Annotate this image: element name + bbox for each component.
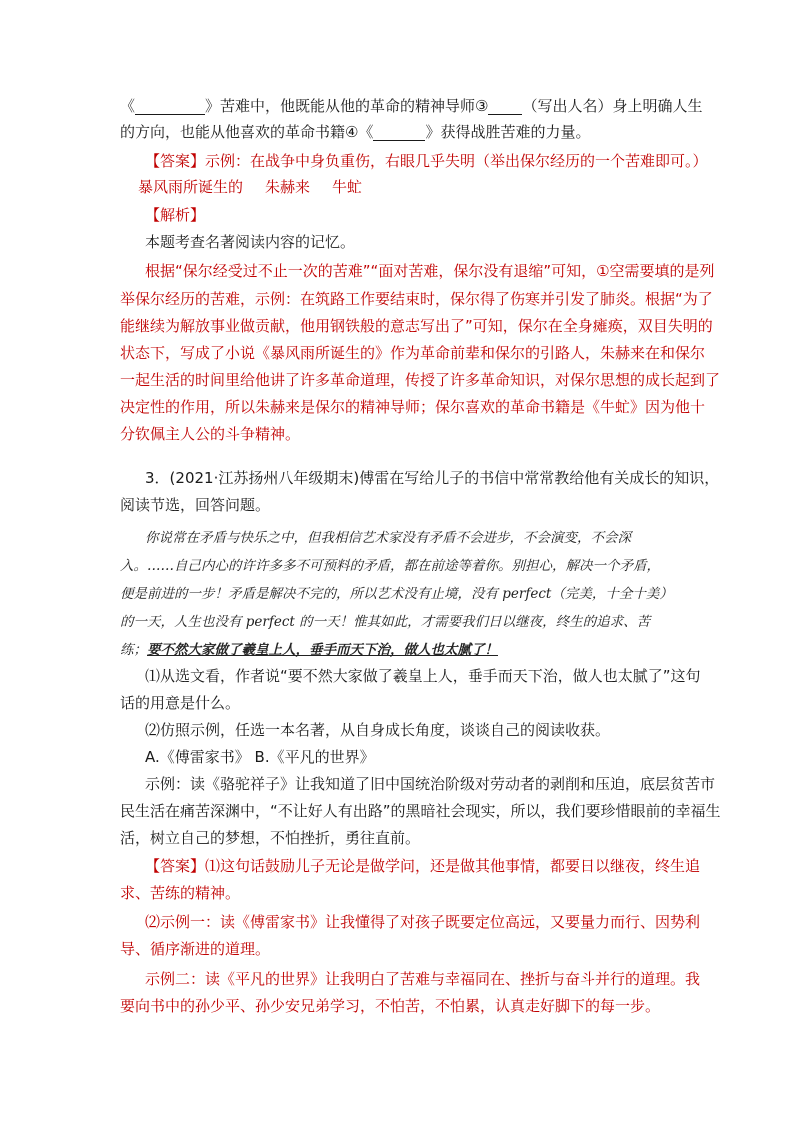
analysis-line: 根据“保尔经受过不止一次的苦难”“面对苦难，保尔没有退缩”可知，①空需要填的是列 <box>145 262 715 280</box>
analysis-line: 决定性的作用，所以朱赫来是保尔的精神导师；保尔喜欢的革命书籍是《牛虻》因为他十 <box>120 398 706 416</box>
answer-line: ⑵示例一：读《傅雷家书》让我懂得了对孩子既要定位高远，又要量力而行、因势利 <box>145 913 701 931</box>
answer-line: 导、循序渐进的道理。 <box>120 940 271 958</box>
fill-blank <box>488 100 522 115</box>
question-line <box>120 97 702 115</box>
question-title: 3．(2021·江苏扬州八年级期末)傅雷在写给儿子的书信中常常教给他有关成长的知识， <box>145 469 720 487</box>
text: 》获得战胜苦难的力量。 <box>425 123 591 141</box>
answer-item: 暴风雨所诞生的 <box>138 178 244 196</box>
analysis-intro: 本题考查名著阅读内容的记忆。 <box>145 233 356 251</box>
answer-line <box>145 857 700 875</box>
answer-text: 示例：在战争中身负重伤，右眼几乎失明（举出保尔经历的一个苦难即可。） <box>205 152 708 170</box>
answer-tag: 【答案】 <box>145 152 206 170</box>
subquestion-1: 话的用意是什么。 <box>120 694 241 712</box>
fill-blank <box>135 100 205 115</box>
subquestion-1: ⑴从选文看，作者说“要不然大家做了羲皇上人，垂手而天下治，做人也太腻了”这句 <box>145 667 701 685</box>
text: 练； <box>120 642 147 658</box>
question-title: 阅读节选，回答问题。 <box>120 496 271 514</box>
text: 《 <box>120 97 136 115</box>
analysis-line: 举保尔经历的苦难，示例：在筑路工作要结束时，保尔得了伤寒并引发了肺炎。根据“为了 <box>120 290 713 308</box>
subquestion-2: ⑵仿照示例，任选一本名著，从自身成长角度，谈谈自己的阅读收获。 <box>145 721 611 739</box>
answer-line <box>145 152 708 170</box>
fill-blank <box>373 126 425 141</box>
answer-tag: 【答案】 <box>145 857 206 875</box>
analysis-line: 一起生活的时间里给他讲了许多革命道理，传授了许多革命知识，对保尔思想的成长起到了 <box>120 371 721 389</box>
quote-line: 便是前进的一步！矛盾是解决不完的，所以艺术没有止境，没有 perfect（完美，十全十美） <box>120 586 673 602</box>
answer-items <box>138 178 362 196</box>
answer-line: 要向书中的孙少平、孙少安兄弟学习，不怕苦，不怕累，认真走好脚下的每一步。 <box>120 997 661 1015</box>
answer-item: 朱赫来 <box>265 178 311 196</box>
answer-line: 示例二：读《平凡的世界》让我明白了苦难与幸福同在、挫折与奋斗并行的道理。我 <box>145 970 701 988</box>
analysis-line: 能继续为解放事业做贡献，他用钢铁般的意志写出了”可知，保尔在全身瘫痪，双目失明的 <box>120 317 713 335</box>
quote-line: 你说常在矛盾与快乐之中，但我相信艺术家没有矛盾不会进步，不会演变，不会深 <box>145 530 631 546</box>
quote-line: 入。……自己内心的许许多多不可预料的矛盾，都在前途等着你。别担心，解决一个矛盾， <box>120 558 660 574</box>
answer-text: ⑴这句话鼓励儿子无论是做学问，还是做其他事情，都要日以继夜，终生追 <box>205 857 701 875</box>
answer-line: 求、苦练的精神。 <box>120 884 241 902</box>
analysis-tag: 【解析】 <box>145 206 206 224</box>
quote-line <box>120 641 498 659</box>
options: A.《傅雷家书》 B.《平凡的世界》 <box>145 748 375 766</box>
quote-line: 的一天，人生也没有 perfect 的一天！惟其如此，才需要我们日以继夜，终生的追求、苦 <box>120 614 651 630</box>
example-line: 示例：读《骆驼祥子》让我知道了旧中国统治阶级对劳动者的剥削和压迫，底层贫苦市 <box>145 775 716 793</box>
text: （写出人名）身上明确人生 <box>522 97 703 115</box>
text: 》苦难中，他既能从他的革命的精神导师③ <box>205 97 489 115</box>
text: 的方向，也能从他喜欢的革命书籍④《 <box>120 123 374 141</box>
analysis-line: 状态下，写成了小说《暴风雨所诞生的》作为革命前辈和保尔的引路人，朱赫来在和保尔 <box>120 344 706 362</box>
example-line: 民生活在痛苦深渊中，“不让好人有出路”的黑暗社会现实，所以，我们要珍惜眼前的幸福生 <box>120 802 721 820</box>
question-line <box>120 123 590 141</box>
underlined-sentence: 要不然大家做了羲皇上人，垂手而天下治，做人也太腻了！ <box>147 642 498 658</box>
analysis-line: 分钦佩主人公的斗争精神。 <box>120 425 301 443</box>
answer-item: 牛虻 <box>332 178 363 196</box>
example-line: 活，树立自己的梦想，不怕挫折，勇往直前。 <box>120 829 421 847</box>
